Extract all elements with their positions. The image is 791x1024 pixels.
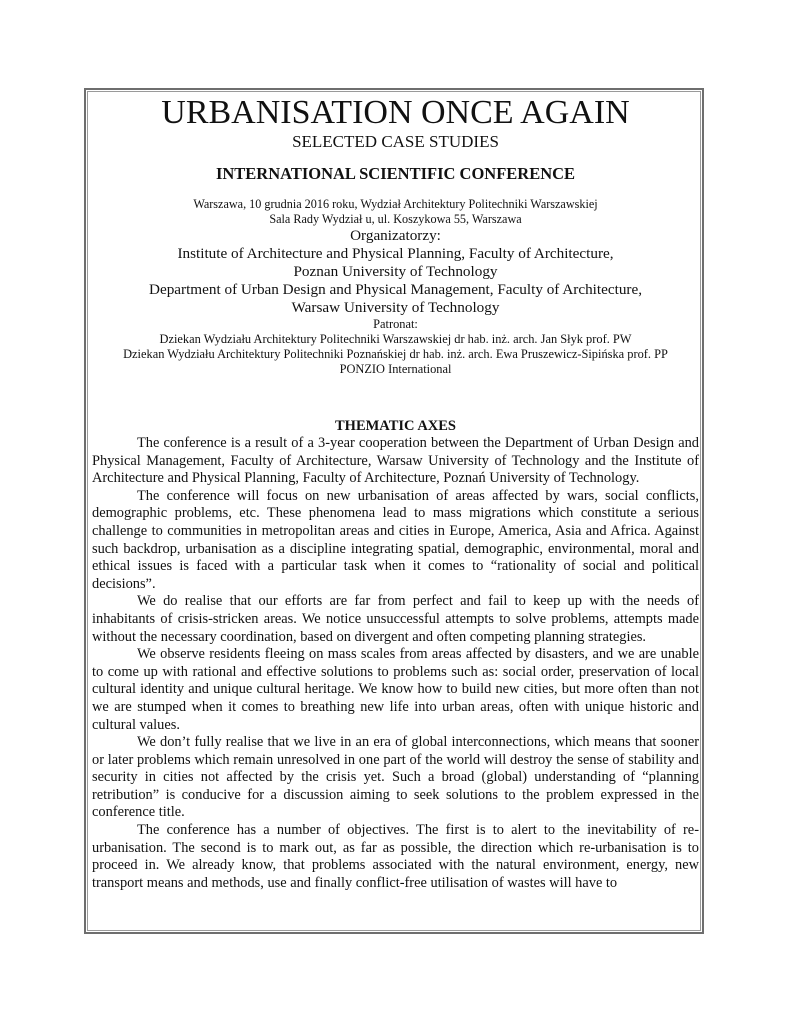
hall-address: Sala Rady Wydział u, ul. Koszykowa 55, Warszawa xyxy=(269,212,522,226)
date-place: Warszawa, 10 grudnia 2016 roku, Wydział Architektury Politechniki Warszawskiej xyxy=(193,197,598,211)
body-paragraph: We observe residents fleeing on mass scales from areas affected by disasters, and we are unable to come up with rational and effective solutions to problems such as: social order, preservation of local cultural identity and unique cultural heritage. We know how to build new cities, but more often than not we are stumped when it comes to breathing new life into urban areas, often with unique historic and cultural values. xyxy=(92,646,699,733)
patron-line: Dziekan Wydziału Architektury Politechniki Poznańskiej dr hab. inż. arch. Ewa Pruszewicz-Sipińska prof. PP xyxy=(123,347,668,361)
conference-title: URBANISATION ONCE AGAIN xyxy=(161,94,630,131)
document-content xyxy=(92,92,699,892)
organizer-line: Warsaw University of Technology xyxy=(291,299,500,316)
body-paragraph: The conference will focus on new urbanisation of areas affected by wars, social conflicts, demographic problems, etc. These phenomena lead to mass migrations which constitute a serious challenge to communities in metropolitan areas and cities in Europe, America, Asia and Africa. Against such backdrop, urbanisation as a discipline integrating spatial, demographic, environmental, moral and ethical issues is faced with a particular task when it comes to “rationality of social and political decisions”. xyxy=(92,487,699,592)
body-paragraph: We do realise that our efforts are far from perfect and fail to keep up with the needs of inhabitants of crisis-stricken areas. We notice unsuccessful attempts to solve problems, attempts made without the necessary coordination, based on divergent and often competing planning strategies. xyxy=(92,593,699,645)
organizers-label: Organizatorzy: xyxy=(350,227,441,244)
patron-line: PONZIO International xyxy=(339,362,452,376)
organizer-line: Institute of Architecture and Physical Planning, Faculty of Architecture, xyxy=(177,245,614,262)
body-paragraph: We don’t fully realise that we live in an era of global interconnections, which means that sooner or later problems which remain unresolved in one part of the world will destroy the sense of stability and security in cities not affected by the crisis yet. Such a broad (global) understanding of “planning retribution” is conducive for a discussion aiming to seek solutions to the problem expressed in the conference title. xyxy=(92,734,699,821)
patron-line: Dziekan Wydziału Architektury Politechniki Warszawskiej dr hab. inż. arch. Jan Słyk prof. PW xyxy=(159,332,632,346)
patronage-label: Patronat: xyxy=(373,317,418,331)
organizer-line: Poznan University of Technology xyxy=(293,263,498,280)
conference-type: INTERNATIONAL SCIENTIFIC CONFERENCE xyxy=(215,164,576,183)
conference-subtitle: SELECTED CASE STUDIES xyxy=(292,132,499,151)
body-paragraph: The conference has a number of objectives. The first is to alert to the inevitability of re-urbanisation. The second is to mark out, as far as possible, the direction which re-urbanisation is to proceed in. We already know, that problems associated with the natural environment, energy, new transport means and methods, use and finally conflict-free utilisation of wastes will have to xyxy=(92,822,699,891)
body-paragraph: The conference is a result of a 3-year cooperation between the Department of Urban Design and Physical Management, Faculty of Architecture, Warsaw University of Technology and the Institute of Architecture and Physical Planning, Faculty of Architecture, Poznań University of Technology. xyxy=(92,435,699,487)
section-title: THEMATIC AXES xyxy=(335,418,456,434)
organizer-line: Department of Urban Design and Physical Management, Faculty of Architecture, xyxy=(148,281,643,298)
